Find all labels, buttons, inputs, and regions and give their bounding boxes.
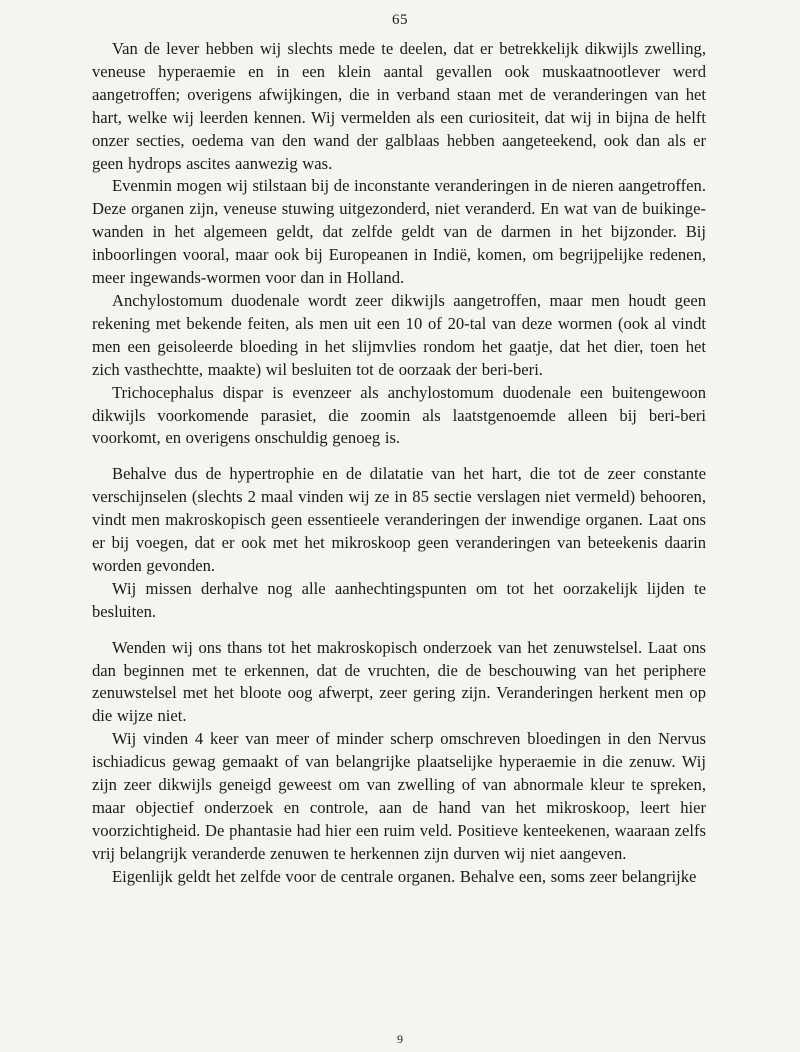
paragraph-conclusion: Wij missen derhalve nog alle aanhechtingspunten om tot het oorzakelijk lijden te besluiten. [92, 578, 706, 621]
paragraph-trichocephalus: Trichocephalus dispar is evenzeer als anchylostomum duodenale een buitengewoon dikwijls voorkomende parasiet, die zoomin als laatstgenoemde alleen bij beri-beri voorkomt, en overigens onschuldig genoeg is. [92, 382, 706, 448]
paragraph-kidneys: Evenmin mogen wij stilstaan bij de inconstante veranderingen in de nieren aangetroffen. Deze organen zijn, veneuse stuwing uitgezonderd, niet veranderd. En wat van de buikinge-wanden in het algemeen geldt, dat zelfde geldt van de darmen in het bijzonder. Bij inboorlingen vooral, maar ook bij Europeanen in Indië, komen, om begrijpelijke redenen, meer ingewands-wormen voor dan in Holland. [92, 176, 706, 288]
page-number: 65 [392, 12, 408, 28]
paragraph-zenuwstelsel: Wenden wij ons thans tot het makroskopisch onderzoek van het zenuwstelsel. Laat ons dan beginnen met te erkennen, dat de vruchten, die de beschouwing van het periphere zenuwstelsel met het bloote oog afwerpt, zeer gering zijn. Veranderingen herkent men op die wijze niet. [92, 637, 706, 726]
paragraph-centrale-organen: Eigenlijk geldt het zelfde voor de centrale organen. Behalve een, soms zeer belangrijke [112, 866, 697, 886]
signature-mark: 9 [397, 1032, 403, 1046]
paragraph-liver: Van de lever hebben wij slechts mede te deelen, dat er betrekkelijk dikwijls zwelling, veneuse hyperaemie en in een klein aantal gevallen ook muskaatnootlever werd aangetroffen; overigens afwijkingen, die in verband staan met de veranderingen van het hart, welke wij leerden kennen. Wij vermelden als een curiositeit, dat wij in bijna de helft onzer secties, oedema van den wand der galblaas hebben aangeteekend, ook dan als er geen hydrops ascites aanwezig was. [92, 39, 706, 173]
body-text [92, 38, 706, 889]
paragraph-hypertrophie: Behalve dus de hypertrophie en de dilatatie van het hart, die tot de zeer constante verschijnselen (slechts 2 maal vinden wij ze in 85 sectie verslagen niet vermeld) behooren, vindt men makroskopisch geen essentieele veranderingen der inwendige organen. Laat ons er bij voegen, dat er ook met het mikroskoop geen veranderingen van beteekenis daarin worden gevonden. [92, 464, 706, 575]
paragraph-anchylostomum: Anchylostomum duodenale wordt zeer dikwijls aangetroffen, maar men houdt geen rekening met bekende feiten, als men uit een 10 of 20-tal van deze wormen (ook al vindt men een geisoleerde bloeding in het slijmvlies rondom het gaatje, dat het dier, toen het zich vasthechtte, maakte) wil besluiten tot de oorzaak der beri-beri. [92, 290, 706, 379]
paragraph-ischiadicus: Wij vinden 4 keer van meer of minder scherp omschreven bloedingen in den Nervus ischiadicus gewag gemaakt of van belangrijke plaatselijke hyperaemie in die zenuw. Wij zijn zeer dikwijls geneigd geweest om van zwelling of van abnormale kleur te spreken, maar objectief onderzoek en controle, aan de hand van het mikroskoop, leert hier voorzichtigheid. De phantasie had hier een ruim veld. Positieve kenteekenen, waaraan zelfs vrij belangrijk veranderde zenuwen te herkennen zijn durven wij niet aangeven. [92, 729, 706, 863]
